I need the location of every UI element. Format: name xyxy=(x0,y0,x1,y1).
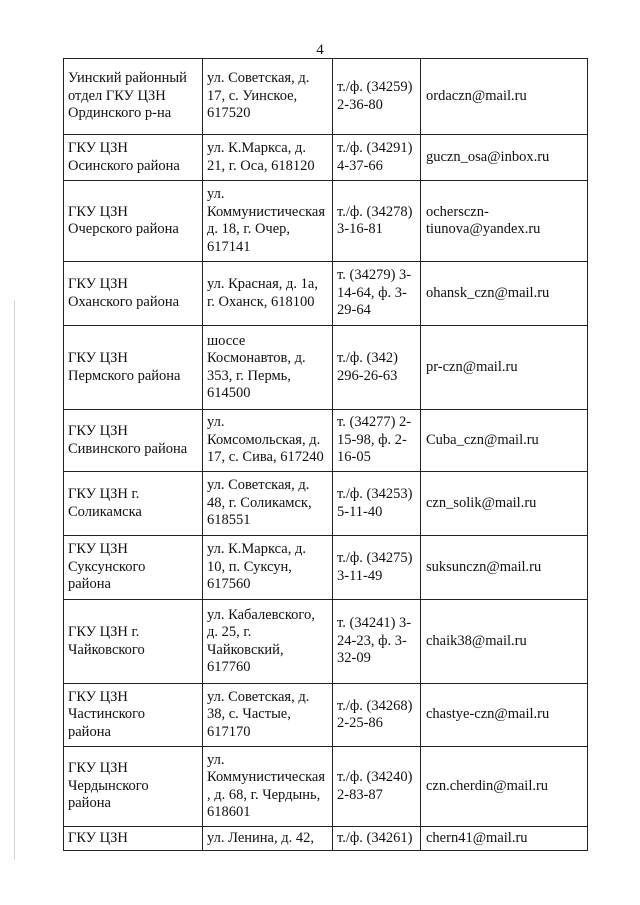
table-row xyxy=(64,600,588,684)
email-cell: suksunczn@mail.ru xyxy=(421,536,588,600)
address-cell: шоссе Космонавтов, д. 353, г. Пермь, 614500 xyxy=(203,326,333,410)
office-name-cell: ГКУ ЦЗН xyxy=(64,827,203,851)
table-row xyxy=(64,326,588,410)
office-name-cell: ГКУ ЦЗН Оханского района xyxy=(64,262,203,326)
address-cell: ул. Советская, д. 17, с. Уинское, 617520 xyxy=(203,59,333,135)
address-cell: ул. Кабалевского, д. 25, г. Чайковский, 617760 xyxy=(203,600,333,684)
phone-cell: т. (34279) 3- 14-64, ф. 3- 29-64 xyxy=(333,262,421,326)
office-name-cell: Уинский районный отдел ГКУ ЦЗН Ординского р-на xyxy=(64,59,203,135)
address-cell: ул. Коммунистическая д. 18, г. Очер, 617141 xyxy=(203,181,333,262)
email-cell: czn.cherdin@mail.ru xyxy=(421,747,588,827)
phone-cell: т./ф. (34253) 5-11-40 xyxy=(333,472,421,536)
table-row xyxy=(64,684,588,747)
email-cell: ordaczn@mail.ru xyxy=(421,59,588,135)
phone-cell: т./ф. (34259) 2-36-80 xyxy=(333,59,421,135)
page-number: 4 xyxy=(316,42,324,58)
office-name-cell: ГКУ ЦЗН Пермского района xyxy=(64,326,203,410)
phone-cell: т./ф. (34268) 2-25-86 xyxy=(333,684,421,747)
email-cell: chaik38@mail.ru xyxy=(421,600,588,684)
phone-cell: т./ф. (34291) 4-37-66 xyxy=(333,135,421,181)
address-cell: ул. Коммунистическая , д. 68, г. Чердынь, 618601 xyxy=(203,747,333,827)
office-name-cell: ГКУ ЦЗН Осинского района xyxy=(64,135,203,181)
office-name-cell: ГКУ ЦЗН Сивинского района xyxy=(64,410,203,472)
table-row xyxy=(64,181,588,262)
address-cell: ул. Комсомольская, д. 17, с. Сива, 617240 xyxy=(203,410,333,472)
contacts-table xyxy=(63,58,588,851)
office-name-cell: ГКУ ЦЗН г. Чайковского xyxy=(64,600,203,684)
table-row xyxy=(64,410,588,472)
phone-cell: т. (34241) 3- 24-23, ф. 3- 32-09 xyxy=(333,600,421,684)
office-name-cell: ГКУ ЦЗН Суксунского района xyxy=(64,536,203,600)
email-cell: ochersczn- tiunova@yandex.ru xyxy=(421,181,588,262)
table-row xyxy=(64,827,588,851)
email-cell: Cuba_czn@mail.ru xyxy=(421,410,588,472)
email-cell: pr-czn@mail.ru xyxy=(421,326,588,410)
address-cell: ул. Советская, д. 48, г. Соликамск, 618551 xyxy=(203,472,333,536)
table-row xyxy=(64,472,588,536)
table-row xyxy=(64,747,588,827)
address-cell: ул. Красная, д. 1а, г. Оханск, 618100 xyxy=(203,262,333,326)
office-name-cell: ГКУ ЦЗН Очерского района xyxy=(64,181,203,262)
phone-cell: т./ф. (342) 296-26-63 xyxy=(333,326,421,410)
phone-cell: т./ф. (34240) 2-83-87 xyxy=(333,747,421,827)
address-cell: ул. Ленина, д. 42, xyxy=(203,827,333,851)
phone-cell: т./ф. (34278) 3-16-81 xyxy=(333,181,421,262)
table-row xyxy=(64,135,588,181)
office-name-cell: ГКУ ЦЗН Чердынского района xyxy=(64,747,203,827)
scan-edge-line xyxy=(14,300,15,860)
office-name-cell: ГКУ ЦЗН г. Соликамска xyxy=(64,472,203,536)
address-cell: ул. Советская, д. 38, с. Частые, 617170 xyxy=(203,684,333,747)
email-cell: chern41@mail.ru xyxy=(421,827,588,851)
phone-cell: т. (34277) 2- 15-98, ф. 2- 16-05 xyxy=(333,410,421,472)
table-row xyxy=(64,536,588,600)
address-cell: ул. К.Маркса, д. 21, г. Оса, 618120 xyxy=(203,135,333,181)
email-cell: ohansk_czn@mail.ru xyxy=(421,262,588,326)
table-row xyxy=(64,262,588,326)
phone-cell: т./ф. (34275) 3-11-49 xyxy=(333,536,421,600)
contacts-table-container xyxy=(63,58,588,851)
phone-cell: т./ф. (34261) xyxy=(333,827,421,851)
email-cell: guczn_osa@inbox.ru xyxy=(421,135,588,181)
email-cell: chastye-czn@mail.ru xyxy=(421,684,588,747)
email-cell: czn_solik@mail.ru xyxy=(421,472,588,536)
address-cell: ул. К.Маркса, д. 10, п. Суксун, 617560 xyxy=(203,536,333,600)
office-name-cell: ГКУ ЦЗН Частинского района xyxy=(64,684,203,747)
table-row xyxy=(64,59,588,135)
